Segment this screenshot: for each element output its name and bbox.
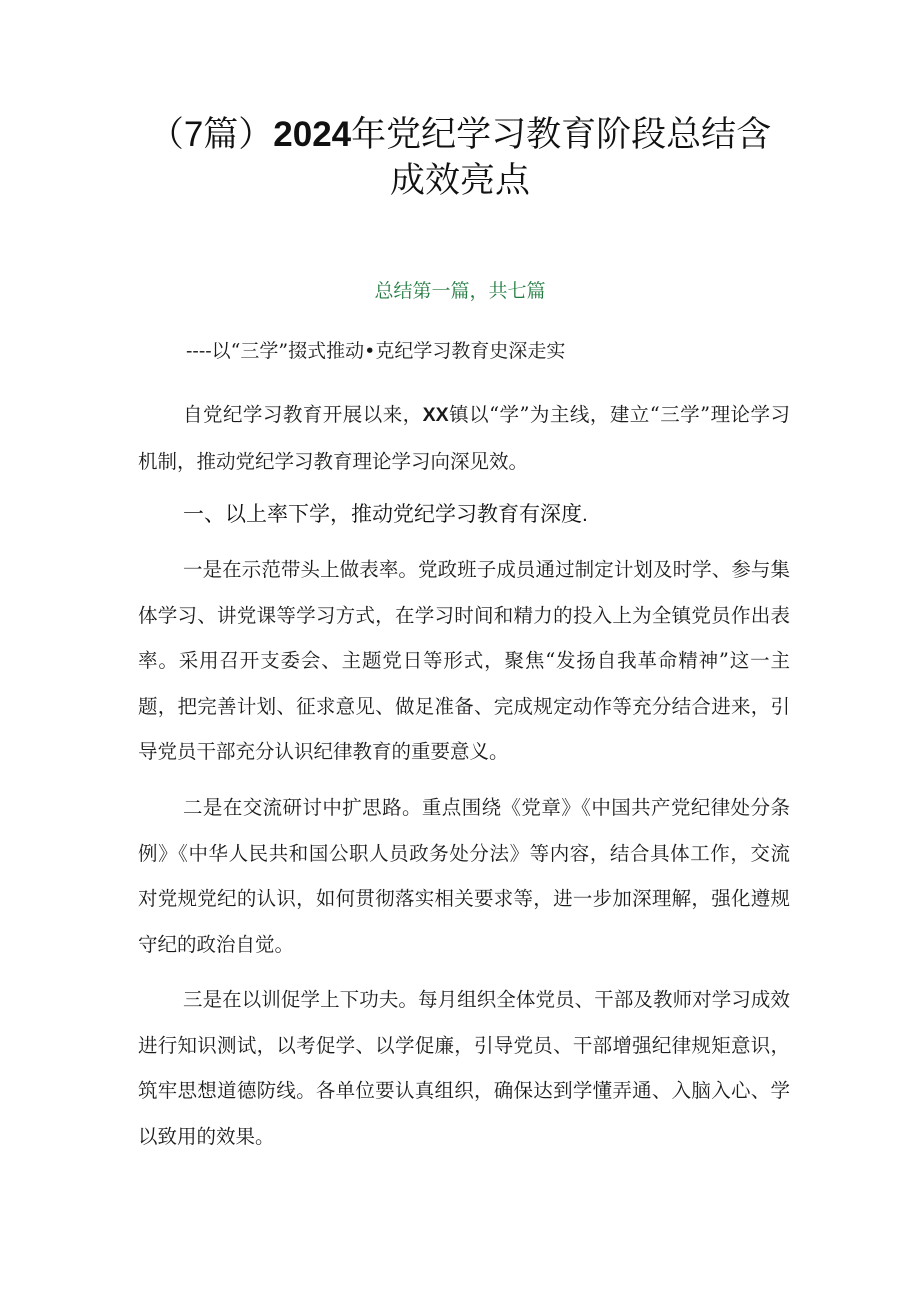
title-prefix: （7篇） — [148, 115, 274, 154]
intro-paragraph — [138, 392, 790, 484]
intro-latin: XX — [422, 404, 449, 426]
intro-text-1: 自党纪学习教育开展以来， — [183, 403, 423, 426]
title-rest: 年党纪学习教育阶段总结含 — [351, 115, 772, 154]
title-line-2: 成效亮点 — [389, 161, 530, 200]
title-line-1 — [0, 112, 920, 158]
title-year: 2024 — [273, 115, 352, 154]
document-title — [0, 112, 920, 204]
paragraph-2: 二是在交流研讨中扩思路。重点围绕《党章》《中国共产党纪律处分条例》《中华人民共和国公职人员政务处分法》等内容，结合具体工作，交流对党规党纪的认识，如何贯彻落实相关要求等，进一步加深理解，强化遵规守纪的政治自觉。 — [138, 796, 790, 956]
section-heading-1: 一、以上率下学，推动党纪学习教育有深度. — [183, 503, 588, 526]
document-tagline: ----以“三学”掇式推动•克纪学习教育史深走实 — [186, 340, 566, 362]
paragraph-1: 一是在示范带头上做表率。党政班子成员通过制定计划及时学、参与集体学习、讲党课等学习方式，在学习时间和精力的投入上为全镇党员作出表率。采用召开支委会、主题党日等形式，聚焦“发扬自我革命精神”这一主题，把完善计划、征求意见、做足准备、完成规定动作等充分结合进来，引导党员干部充分认识纪律教育的重要意义。 — [138, 558, 790, 763]
paragraph-3: 三是在以训促学上下功夫。每月组织全体党员、干部及教师对学习成效进行知识测试，以考促学、以学促廉，引导党员、干部增强纪律规矩意识，筑牢思想道德防线。各单位要认真组织，确保达到学懂弄通、入脑入心、学以致用的效果。 — [138, 988, 790, 1148]
intro-text-2: 镇以“学”为主线，建立“三学”理论学习机制，推动党纪学习教育理论学习向深见效。 — [138, 403, 790, 473]
document-subtitle: 总结第一篇，共七篇 — [374, 280, 546, 302]
